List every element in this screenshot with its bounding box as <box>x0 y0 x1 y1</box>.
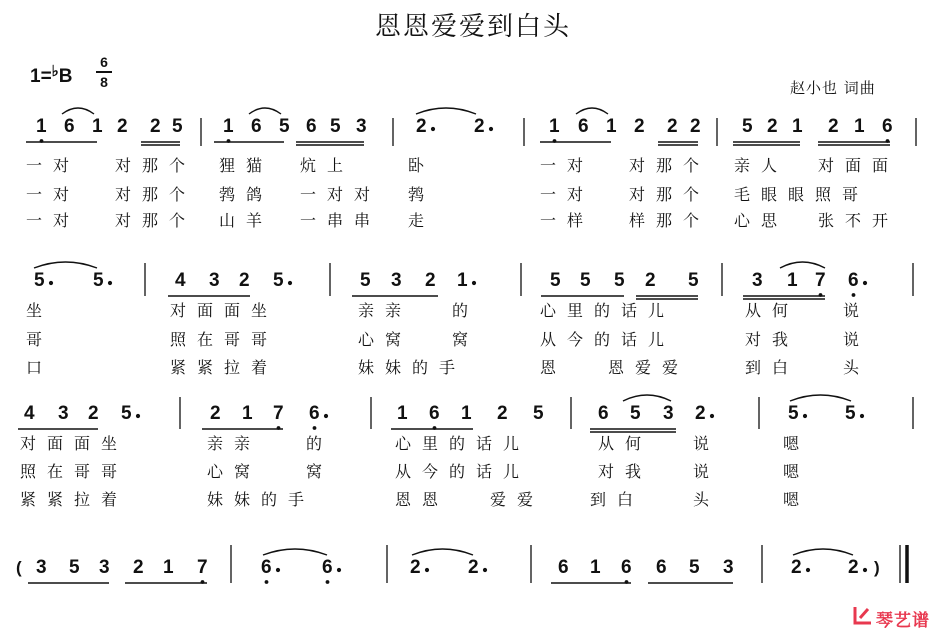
meter-top: 6 <box>100 54 108 70</box>
note: 3 <box>391 270 402 291</box>
note: 2 <box>410 557 421 578</box>
lyric-segment: 一对 <box>26 185 81 204</box>
augmentation-dot <box>483 568 487 572</box>
lyric-segment: 嗯 <box>783 434 811 453</box>
note: 5 <box>279 116 290 137</box>
meter-bottom: 8 <box>100 74 108 90</box>
note: 5 <box>533 403 544 424</box>
lyric-segment: 坐 <box>26 301 54 320</box>
tie-slur <box>576 108 608 114</box>
lyric-segment: 爱爱 <box>490 490 545 509</box>
lyric-segment: 心思 <box>734 211 789 230</box>
note: 5 <box>788 403 799 424</box>
note: 5 <box>330 116 341 137</box>
note: 2 <box>88 403 99 424</box>
augmentation-dot <box>431 127 435 131</box>
note: 6 <box>598 403 609 424</box>
note: 6 <box>558 557 569 578</box>
note: 5 <box>273 270 284 291</box>
lyric-segment: 亲亲 <box>207 434 262 453</box>
lyric-segment: 对那个 <box>115 156 197 175</box>
lyric-segment: 张不开 <box>818 211 900 230</box>
repeat-paren-close: ) <box>874 558 880 577</box>
note: 4 <box>24 403 35 424</box>
note: 1 <box>606 116 617 137</box>
octave-dot-low <box>326 580 330 584</box>
lyric-segment: 毛眼眼照哥 <box>734 185 870 204</box>
repeat-paren-open: ( <box>16 558 22 577</box>
note: 6 <box>322 557 333 578</box>
note: 6 <box>656 557 667 578</box>
lyric-segment: 对我 <box>598 462 653 481</box>
tie-slur <box>623 395 671 401</box>
note: 6 <box>848 270 859 291</box>
note: 1 <box>457 270 468 291</box>
lyric-segment: 对面面坐 <box>20 434 129 453</box>
lyric-segment: 说 <box>693 462 721 481</box>
note: 3 <box>723 557 734 578</box>
note: 5 <box>93 270 104 291</box>
note: 1 <box>242 403 253 424</box>
augmentation-dot <box>337 568 341 572</box>
note: 1 <box>163 557 174 578</box>
augmentation-dot <box>860 414 864 418</box>
lyric-segment: 头 <box>693 490 721 509</box>
note: 1 <box>92 116 103 137</box>
note: 5 <box>69 557 80 578</box>
lyric-segment: 对面面坐 <box>170 301 279 320</box>
lyric-segment: 心窝 <box>207 462 262 481</box>
lyric-segment: 说 <box>843 330 871 349</box>
tie-slur <box>416 108 476 114</box>
tie-slur <box>34 262 97 268</box>
note: 6 <box>429 403 440 424</box>
note: 2 <box>690 116 701 137</box>
key-note: B <box>58 66 73 87</box>
note: 5 <box>34 270 45 291</box>
lyric-segment: 心里的话儿 <box>395 434 531 453</box>
lyric-segment: 到白 <box>590 490 645 509</box>
lyric-segment: 对那个 <box>629 185 711 204</box>
note: 2 <box>474 116 485 137</box>
note: 2 <box>645 270 656 291</box>
augmentation-dot <box>472 281 476 285</box>
lyric-segment: 恩恩 <box>395 490 450 509</box>
note: 2 <box>828 116 839 137</box>
lyric-segment: 一对 <box>26 156 81 175</box>
augmentation-dot <box>136 414 140 418</box>
note: 5 <box>360 270 371 291</box>
augmentation-dot <box>863 281 867 285</box>
lyric-segment: 鹁鸽 <box>219 185 274 204</box>
note: 3 <box>36 557 47 578</box>
lyric-segment: 从今的话儿 <box>540 330 676 349</box>
note: 2 <box>117 116 128 137</box>
lyric-segment: 妹妹的手 <box>207 490 316 509</box>
lyric-segment: 卧 <box>408 156 436 175</box>
note: 7 <box>815 270 826 291</box>
key-prefix: 1= <box>30 66 52 87</box>
augmentation-dot <box>710 414 714 418</box>
note: 3 <box>356 116 367 137</box>
lyric-segment: 头 <box>843 358 871 377</box>
note: 2 <box>497 403 508 424</box>
augmentation-dot <box>863 568 867 572</box>
note: 5 <box>172 116 183 137</box>
lyric-segment: 亲亲 <box>358 301 413 320</box>
lyric-segment: 走 <box>408 211 436 230</box>
lyric-segment: 到白 <box>745 358 800 377</box>
note: 5 <box>580 270 591 291</box>
note: 2 <box>210 403 221 424</box>
lyric-segment: 对我 <box>745 330 800 349</box>
lyric-segment: 哥 <box>26 330 54 349</box>
augmentation-dot <box>288 281 292 285</box>
lyric-segment: 从何 <box>598 434 653 453</box>
note: 4 <box>175 270 186 291</box>
note: 1 <box>223 116 234 137</box>
lyric-segment: 窝 <box>452 330 480 349</box>
note: 2 <box>239 270 250 291</box>
lyric-segment: 鹁 <box>408 185 436 204</box>
lyric-segment: 对那个 <box>115 185 197 204</box>
tie-slur <box>412 549 473 555</box>
note: 6 <box>64 116 75 137</box>
note: 6 <box>882 116 893 137</box>
lyric-segment: 对那个 <box>115 211 197 230</box>
note: 6 <box>261 557 272 578</box>
lyric-segment: 的 <box>306 434 334 453</box>
tie-slur <box>790 395 851 401</box>
note: 7 <box>197 557 208 578</box>
note: 2 <box>848 557 859 578</box>
note: 1 <box>854 116 865 137</box>
octave-dot-low <box>852 293 856 297</box>
lyric-segment: 紧紧拉着 <box>20 490 129 509</box>
lyric-segment: 炕上 <box>300 156 355 175</box>
tie-slur <box>249 108 281 114</box>
lyric-segment: 恩 <box>540 358 568 377</box>
lyric-segment: 妹妹的手 <box>358 358 467 377</box>
lyric-segment: 样那个 <box>629 211 711 230</box>
note: 6 <box>578 116 589 137</box>
note: 3 <box>209 270 220 291</box>
octave-dot-low <box>313 426 317 430</box>
tie-slur <box>780 262 825 268</box>
note: 5 <box>845 403 856 424</box>
lyric-segment: 山羊 <box>219 211 274 230</box>
lyric-segment: 一对 <box>540 156 595 175</box>
lyric-segment: 嗯 <box>783 490 811 509</box>
augmentation-dot <box>803 414 807 418</box>
tie-slur <box>263 549 327 555</box>
lyric-segment: 一对 <box>540 185 595 204</box>
note: 5 <box>550 270 561 291</box>
note: 2 <box>468 557 479 578</box>
note: 6 <box>621 557 632 578</box>
augmentation-dot <box>108 281 112 285</box>
octave-dot-low <box>265 580 269 584</box>
lyric-segment: 从何 <box>745 301 800 320</box>
note: 2 <box>634 116 645 137</box>
note: 2 <box>695 403 706 424</box>
note: 5 <box>689 557 700 578</box>
note: 2 <box>133 557 144 578</box>
lyric-segment: 一对 <box>26 211 81 230</box>
lyric-segment: 恩爱爱 <box>608 358 690 377</box>
lyric-segment: 紧紧拉着 <box>170 358 279 377</box>
augmentation-dot <box>324 414 328 418</box>
lyric-segment: 对面面 <box>818 156 900 175</box>
logo-icon <box>852 604 874 626</box>
watermark-logo-text: 琴艺谱 <box>876 611 930 631</box>
lyric-segment: 亲人 <box>734 156 789 175</box>
note: 1 <box>461 403 472 424</box>
note: 5 <box>688 270 699 291</box>
augmentation-dot <box>806 568 810 572</box>
note: 3 <box>663 403 674 424</box>
note: 3 <box>752 270 763 291</box>
lyric-segment: 的 <box>452 301 480 320</box>
lyric-segment: 嗯 <box>783 462 811 481</box>
note: 6 <box>251 116 262 137</box>
lyric-segment: 一样 <box>540 211 595 230</box>
note: 1 <box>549 116 560 137</box>
note: 1 <box>397 403 408 424</box>
note: 1 <box>792 116 803 137</box>
lyric-segment: 说 <box>693 434 721 453</box>
tie-slur <box>62 108 94 114</box>
note: 2 <box>150 116 161 137</box>
note: 3 <box>58 403 69 424</box>
augmentation-dot <box>489 127 493 131</box>
note: 2 <box>767 116 778 137</box>
augmentation-dot <box>425 568 429 572</box>
note: 7 <box>273 403 284 424</box>
augmentation-dot <box>49 281 53 285</box>
note: 2 <box>667 116 678 137</box>
lyric-segment: 从今的话儿 <box>395 462 531 481</box>
note: 6 <box>309 403 320 424</box>
note: 5 <box>121 403 132 424</box>
augmentation-dot <box>276 568 280 572</box>
note: 5 <box>614 270 625 291</box>
note: 6 <box>306 116 317 137</box>
flat-sign: ♭ <box>51 63 59 80</box>
lyric-segment: 心里的话儿 <box>540 301 676 320</box>
note: 5 <box>742 116 753 137</box>
note: 5 <box>630 403 641 424</box>
lyric-segment: 窝 <box>306 462 334 481</box>
note: 1 <box>787 270 798 291</box>
note: 3 <box>99 557 110 578</box>
note: 1 <box>590 557 601 578</box>
lyric-segment: 狸猫 <box>219 156 274 175</box>
lyric-segment: 口 <box>26 358 54 377</box>
lyric-segment: 心窝 <box>358 330 413 349</box>
song-title: 恩恩爱爱到白头 <box>374 12 571 42</box>
note: 2 <box>425 270 436 291</box>
lyric-segment: 照在哥哥 <box>170 330 279 349</box>
note: 1 <box>36 116 47 137</box>
author-credit: 赵小也 词曲 <box>790 79 876 97</box>
lyric-segment: 一对对 <box>300 185 382 204</box>
lyric-segment: 说 <box>843 301 871 320</box>
note: 2 <box>791 557 802 578</box>
lyric-segment: 对那个 <box>629 156 711 175</box>
lyric-segment: 照在哥哥 <box>20 462 129 481</box>
note: 2 <box>416 116 427 137</box>
lyric-segment: 一串串 <box>300 211 382 230</box>
tie-slur <box>793 549 853 555</box>
